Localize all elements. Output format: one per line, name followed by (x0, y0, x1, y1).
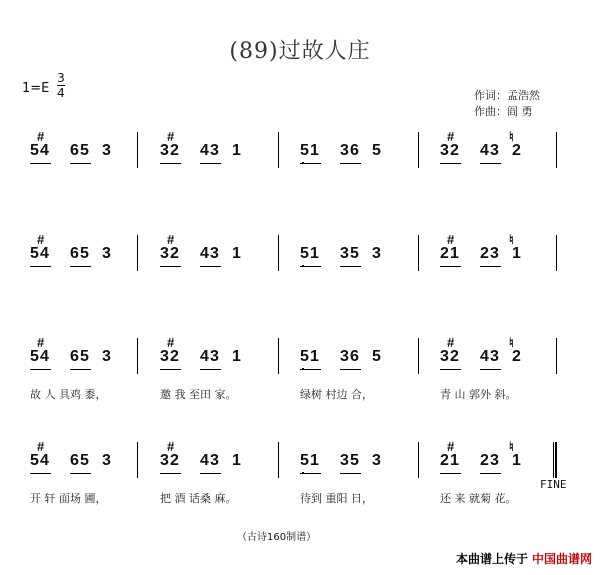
natural-mark: ♮ (509, 232, 514, 247)
note: 3 (210, 452, 219, 469)
note: 6 (70, 142, 79, 159)
note: 2 # (167, 335, 179, 365)
bar-line (556, 338, 557, 374)
beam (160, 266, 181, 267)
note: 6 (70, 452, 79, 469)
bar-line (137, 338, 138, 374)
lyric-line: 待到 重阳 日， (300, 492, 373, 505)
beam (30, 473, 51, 474)
note: 2 # (447, 129, 459, 159)
note: 1 (232, 348, 241, 365)
note: 5 (372, 142, 381, 159)
beam (160, 369, 181, 370)
bar-line (553, 442, 557, 478)
lyric-line: 开 轩 面场 圃， (30, 492, 107, 505)
note: 3 (210, 142, 219, 159)
bar-line (137, 235, 138, 271)
bar-line (278, 235, 279, 271)
note: 1 (310, 245, 319, 262)
beam (300, 266, 321, 267)
note: 1 (310, 452, 319, 469)
composer-credit: 作曲：阎 勇 (474, 105, 533, 118)
note: 5 (80, 348, 89, 365)
note: 2 (480, 245, 489, 262)
note: 5 (30, 245, 39, 262)
note: 5 (300, 245, 309, 263)
natural-mark: ♮ (509, 129, 514, 144)
note: 5 (350, 245, 359, 262)
upload-text: 本曲谱上传于 (455, 552, 528, 566)
note: 4 (200, 245, 209, 262)
beam (30, 266, 51, 267)
site-logo[interactable]: 中国曲谱网 (531, 552, 592, 566)
note: 3 (160, 452, 169, 469)
note: 6 (350, 142, 359, 159)
beam (300, 369, 321, 370)
time-numerator: 3 (57, 71, 65, 85)
note: 5 (300, 142, 309, 160)
beam (200, 163, 221, 164)
beam (340, 163, 361, 164)
beam (440, 163, 461, 164)
bar-line (418, 235, 419, 271)
time-denominator: 4 (57, 86, 65, 100)
sharp-mark: # (37, 439, 45, 454)
lyric-line: 把 酒 话桑 麻。 (160, 492, 237, 505)
note: 3 (440, 348, 449, 365)
note: 2 ♮ (509, 129, 521, 159)
lyric-line: 绿树 村边 合， (300, 388, 373, 401)
fine-mark: FINE (540, 478, 567, 491)
bar-line (556, 235, 557, 271)
note: 5 (80, 245, 89, 262)
lyric-line: 故 人 具鸡 黍， (30, 388, 107, 401)
note: 1 (232, 142, 241, 159)
note: 3 (372, 245, 381, 262)
sharp-mark: # (167, 439, 175, 454)
note: 5 (80, 142, 89, 159)
beam (440, 473, 461, 474)
note: 1 (310, 348, 319, 365)
beam (200, 473, 221, 474)
bar-line (278, 338, 279, 374)
note: 3 (340, 142, 349, 159)
sharp-mark: # (447, 129, 455, 144)
note: 3 (210, 245, 219, 262)
natural-mark: ♮ (509, 335, 514, 350)
beam (200, 266, 221, 267)
beam (30, 163, 51, 164)
natural-mark: ♮ (509, 439, 514, 454)
note: 4 (480, 142, 489, 159)
time-signature (57, 72, 65, 99)
note: 4 (480, 348, 489, 365)
note: 5 (300, 452, 309, 470)
note: 4 (200, 452, 209, 469)
sharp-mark: # (167, 335, 175, 350)
note: 5 (30, 452, 39, 469)
bar-line (556, 132, 557, 168)
note: 3 (102, 245, 111, 262)
beam (480, 266, 501, 267)
beam (70, 163, 91, 164)
beam (480, 163, 501, 164)
note: 3 (340, 452, 349, 469)
note: 4 # (37, 232, 49, 262)
sharp-mark: # (37, 232, 45, 247)
note: 4 (200, 348, 209, 365)
note: 1 # (447, 232, 459, 262)
credits (474, 88, 540, 120)
beam (160, 473, 181, 474)
beam (70, 473, 91, 474)
note: 5 (300, 348, 309, 366)
note: 3 (490, 452, 499, 469)
note: 1 # (447, 439, 459, 469)
note: 2 (480, 452, 489, 469)
note: 3 (102, 142, 111, 159)
note: 5 (372, 348, 381, 365)
note: 3 (340, 348, 349, 365)
sharp-mark: # (167, 129, 175, 144)
note: 3 (160, 245, 169, 262)
note: 6 (70, 348, 79, 365)
note: 6 (70, 245, 79, 262)
upload-credit (456, 550, 592, 567)
note: 2 # (447, 335, 459, 365)
lyricist-credit: 作词：孟浩然 (474, 89, 540, 102)
note: 5 (350, 452, 359, 469)
note: 1 (310, 142, 319, 159)
bar-line (278, 442, 279, 478)
note: 3 (490, 348, 499, 365)
note: 2 (440, 245, 449, 262)
note: 2 (440, 452, 449, 469)
note: 3 (160, 142, 169, 159)
note: 1 ♮ (509, 232, 521, 262)
sharp-mark: # (447, 335, 455, 350)
note: 4 (200, 142, 209, 159)
note: 1 (232, 245, 241, 262)
note: 3 (372, 452, 381, 469)
sharp-mark: # (447, 232, 455, 247)
beam (30, 369, 51, 370)
beam (440, 266, 461, 267)
bar-line (418, 132, 419, 168)
sharp-mark: # (37, 335, 45, 350)
note: 3 (102, 452, 111, 469)
beam (340, 473, 361, 474)
beam (300, 473, 321, 474)
beam (70, 369, 91, 370)
beam (200, 369, 221, 370)
note: 4 # (37, 439, 49, 469)
key-signature: 1=E (22, 81, 50, 96)
beam (70, 266, 91, 267)
score-title: (89)过故人庄 (229, 39, 371, 64)
note: 1 ♮ (509, 439, 521, 469)
note: 2 # (167, 232, 179, 262)
note: 5 (30, 142, 39, 159)
note: 3 (160, 348, 169, 365)
note: 6 (350, 348, 359, 365)
note: 3 (102, 348, 111, 365)
bar-line (278, 132, 279, 168)
note: 3 (210, 348, 219, 365)
note: 5 (30, 348, 39, 365)
note: 4 # (37, 335, 49, 365)
beam (300, 163, 321, 164)
beam (440, 369, 461, 370)
note: 3 (490, 245, 499, 262)
beam (480, 473, 501, 474)
bar-line (137, 132, 138, 168)
beam (160, 163, 181, 164)
note: 2 # (167, 439, 179, 469)
note: 2 ♮ (509, 335, 521, 365)
beam (340, 369, 361, 370)
beam (340, 266, 361, 267)
lyric-line: 青 山 郭外 斜。 (440, 388, 517, 401)
lyric-line: 邀 我 至田 家。 (160, 388, 237, 401)
bar-line (137, 442, 138, 478)
footer-note: （古诗160制谱） (237, 532, 317, 543)
note: 4 # (37, 129, 49, 159)
note: 3 (440, 142, 449, 159)
note: 3 (490, 142, 499, 159)
beam (480, 369, 501, 370)
sharp-mark: # (167, 232, 175, 247)
bar-line (418, 338, 419, 374)
note: 5 (80, 452, 89, 469)
sharp-mark: # (447, 439, 455, 454)
note: 1 (232, 452, 241, 469)
sharp-mark: # (37, 129, 45, 144)
note: 3 (340, 245, 349, 262)
bar-line (418, 442, 419, 478)
lyric-line: 还 来 就菊 花。 (440, 492, 517, 505)
note: 2 # (167, 129, 179, 159)
